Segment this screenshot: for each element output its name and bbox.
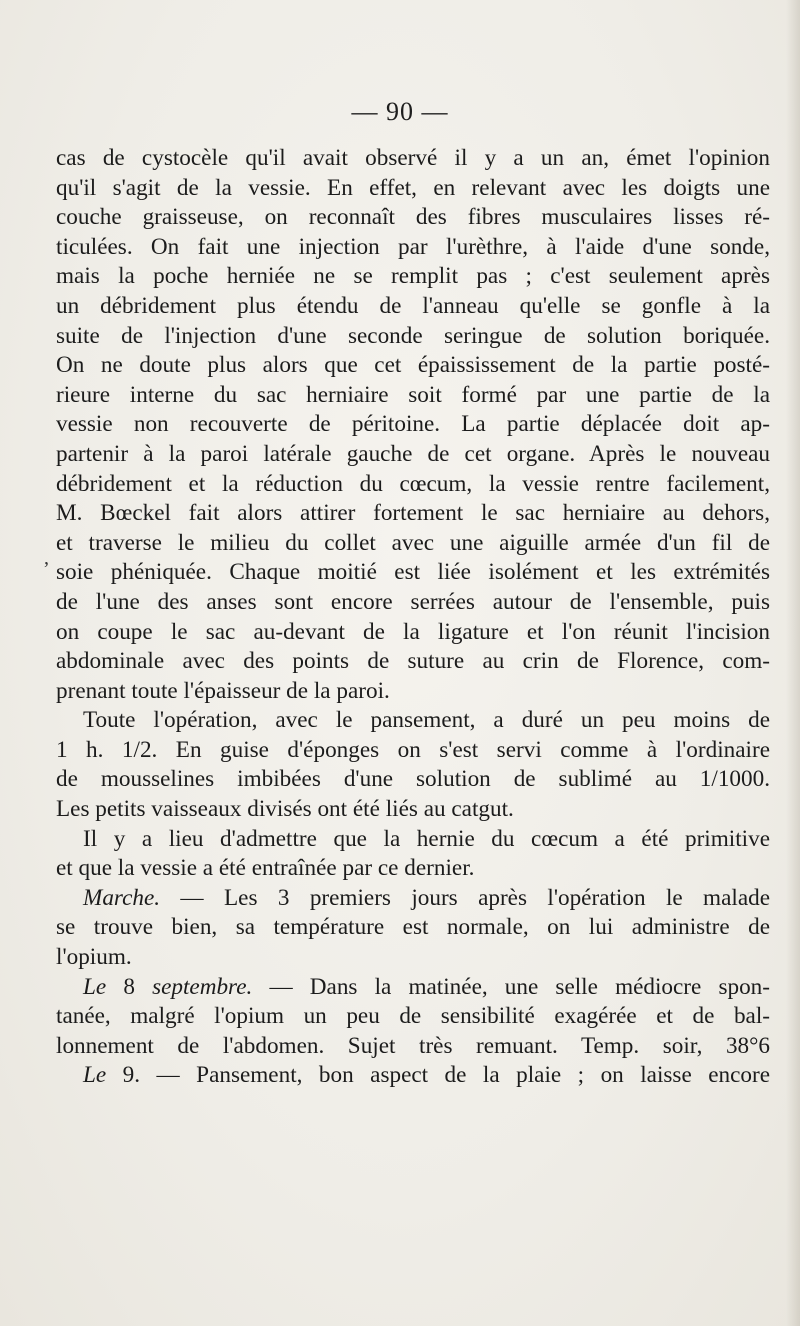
text-line — [56, 440, 770, 470]
page-edge-shadow — [786, 0, 800, 1326]
text-line — [56, 588, 770, 618]
text-fragment: — Les 3 premiers jours après l'opération le malade — [160, 884, 770, 911]
text-line — [56, 973, 770, 1003]
text-line — [56, 706, 770, 736]
text-line — [56, 647, 770, 677]
text-fragment: l'opium. — [56, 944, 132, 971]
text-fragment: 1 h. 1/2. En guise d'éponges on s'est servi comme à l'ordinaire — [56, 736, 770, 763]
text-line — [56, 381, 770, 411]
text-line — [56, 854, 770, 884]
text-fragment: 8 — [106, 973, 153, 1000]
text-line — [56, 499, 770, 529]
text-line — [56, 558, 770, 588]
italic-lead: Le — [83, 973, 107, 1000]
text-fragment: vessie non recouverte de péritoine. La partie déplacée doit ap- — [56, 411, 770, 438]
text-fragment: de l'une des anses sont encore serrées autour de l'ensemble, puis — [56, 588, 770, 615]
text-line — [56, 618, 770, 648]
text-line — [56, 262, 770, 292]
text-fragment: Les petits vaisseaux divisés ont été liés au catgut. — [56, 796, 514, 823]
page-number: — 90 — — [351, 97, 449, 126]
text-line — [56, 292, 770, 322]
text-line — [56, 677, 770, 707]
italic-lead: septembre. — [152, 973, 253, 1000]
body-text — [56, 144, 770, 1091]
text-fragment: mais la poche herniée ne se remplit pas ; c'est seulement après — [56, 263, 770, 290]
text-fragment: tanée, malgré l'opium un peu de sensibilité exagérée et de bal- — [56, 1003, 770, 1030]
text-fragment: un débridement plus étendu de l'anneau qu'elle se gonfle à la — [56, 292, 770, 319]
text-fragment: et que la vessie a été entraînée par ce dernier. — [56, 855, 475, 882]
text-fragment: On ne doute plus alors que cet épaississement de la partie posté- — [56, 352, 770, 379]
text-line — [56, 736, 770, 766]
text-line — [56, 410, 770, 440]
text-line — [56, 884, 770, 914]
text-fragment: M. Bœckel fait alors attirer fortement le sac herniaire au dehors, — [56, 500, 770, 527]
italic-lead: Marche. — [83, 884, 161, 911]
text-fragment: partenir à la paroi latérale gauche de cet organe. Après le nouveau — [56, 440, 770, 467]
text-fragment: et traverse le milieu du collet avec une aiguille armée d'un fil de — [56, 529, 770, 556]
text-line — [56, 825, 770, 855]
text-line — [56, 174, 770, 204]
text-line — [56, 1002, 770, 1032]
text-fragment: lonnement de l'abdomen. Sujet très remuant. Temp. soir, 38°6 — [56, 1032, 770, 1059]
text-fragment: ticulées. On fait une injection par l'urèthre, à l'aide d'une sonde, — [56, 233, 770, 260]
stray-ink-mark: , — [44, 547, 49, 569]
text-fragment: soie phéniquée. Chaque moitié est liée isolément et les extrémités — [56, 559, 770, 586]
text-fragment: Il y a lieu d'admettre que la hernie du cœcum a été primitive — [83, 825, 770, 852]
text-line — [56, 795, 770, 825]
text-fragment: cas de cystocèle qu'il avait observé il y a un an, émet l'opinion — [56, 145, 770, 171]
text-fragment: abdominale avec des points de suture au crin de Florence, com- — [56, 648, 770, 675]
text-fragment: qu'il s'agit de la vessie. En effet, en relevant avec les doigts une — [56, 174, 770, 201]
text-line — [56, 1032, 770, 1062]
text-fragment: 9. — Pansement, bon aspect de la plaie ; on laisse encore — [106, 1062, 770, 1089]
text-fragment: on coupe le sac au-devant de la ligature et l'on réunit l'incision — [56, 618, 770, 645]
text-line — [56, 322, 770, 352]
text-fragment: débridement et la réduction du cœcum, la vessie rentre facilement, — [56, 470, 770, 497]
text-line — [56, 470, 770, 500]
text-line — [56, 913, 770, 943]
text-line — [56, 144, 770, 174]
text-line — [56, 351, 770, 381]
text-fragment: de mousselines imbibées d'une solution de sublimé au 1/1000. — [56, 766, 770, 793]
text-fragment: — Dans la matinée, une selle médiocre spon- — [252, 973, 770, 1000]
italic-lead: Le — [83, 1062, 107, 1089]
text-line — [56, 203, 770, 233]
text-line — [56, 1061, 770, 1091]
text-fragment: suite de l'injection d'une seconde seringue de solution boriquée. — [56, 322, 770, 349]
text-line — [56, 943, 770, 973]
text-fragment: Toute l'opération, avec le pansement, a duré un peu moins de — [83, 707, 770, 734]
text-line — [56, 765, 770, 795]
text-fragment: prenant toute l'épaisseur de la paroi. — [56, 677, 390, 704]
text-line — [56, 529, 770, 559]
text-fragment: rieure interne du sac herniaire soit formé par une partie de la — [56, 381, 770, 408]
text-fragment: couche graisseuse, on reconnaît des fibres musculaires lisses ré- — [56, 204, 770, 231]
text-fragment: se trouve bien, sa température est normale, on lui administre de — [56, 914, 770, 941]
text-line — [56, 233, 770, 263]
